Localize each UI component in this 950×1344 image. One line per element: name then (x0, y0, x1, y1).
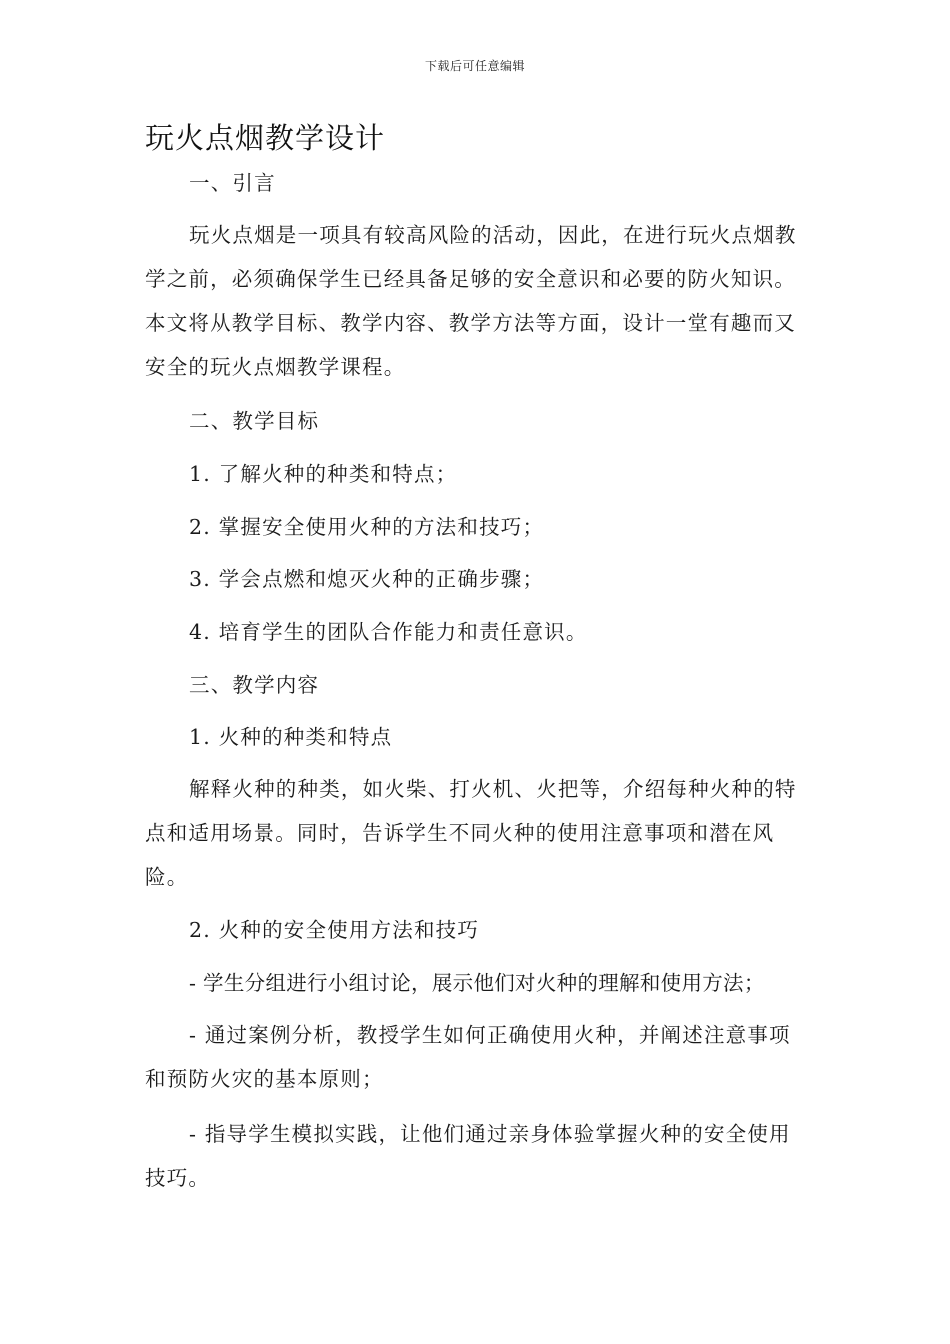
goal-item-1: 1. 了解火种的种类和特点； (189, 462, 458, 486)
header-note: 下载后可任意编辑 (424, 59, 525, 73)
content-2-item-2: - 通过案例分析，教授学生如何正确使用火种，并阐述注意事项和预防火灾的基本原则； (145, 1023, 791, 1091)
content-1-heading: 1. 火种的种类和特点 (189, 725, 393, 749)
content-2-item-3: - 指导学生模拟实践，让他们通过亲身体验掌握火种的安全使用技巧。 (145, 1122, 791, 1190)
goal-item-3: 3. 学会点燃和熄灭火种的正确步骤； (189, 567, 545, 591)
goal-item-4: 4. 培育学生的团队合作能力和责任意识。 (189, 620, 588, 644)
content-1-paragraph: 解释火种的种类，如火柴、打火机、火把等，介绍每种火种的特点和适用场景。同时，告诉学生不同火种的使用注意事项和潜在风险。 (145, 777, 797, 889)
intro-heading: 一、引言 (189, 171, 276, 195)
content-2-item-1: - 学生分组进行小组讨论，展示他们对火种的理解和使用方法； (189, 971, 765, 995)
goals-heading: 二、教学目标 (189, 409, 320, 433)
page-title: 玩火点烟教学设计 (145, 121, 386, 155)
content-2-heading: 2. 火种的安全使用方法和技巧 (189, 918, 480, 942)
intro-paragraph: 玩火点烟是一项具有较高风险的活动，因此，在进行玩火点烟教学之前，必须确保学生已经具备足够的安全意识和必要的防火知识。本文将从教学目标、教学内容、教学方法等方面，设计一堂有趣而又安全的玩火点烟教学课程。 (145, 223, 797, 379)
content-heading: 三、教学内容 (189, 673, 320, 697)
goal-item-2: 2. 掌握安全使用火种的方法和技巧； (189, 515, 545, 539)
